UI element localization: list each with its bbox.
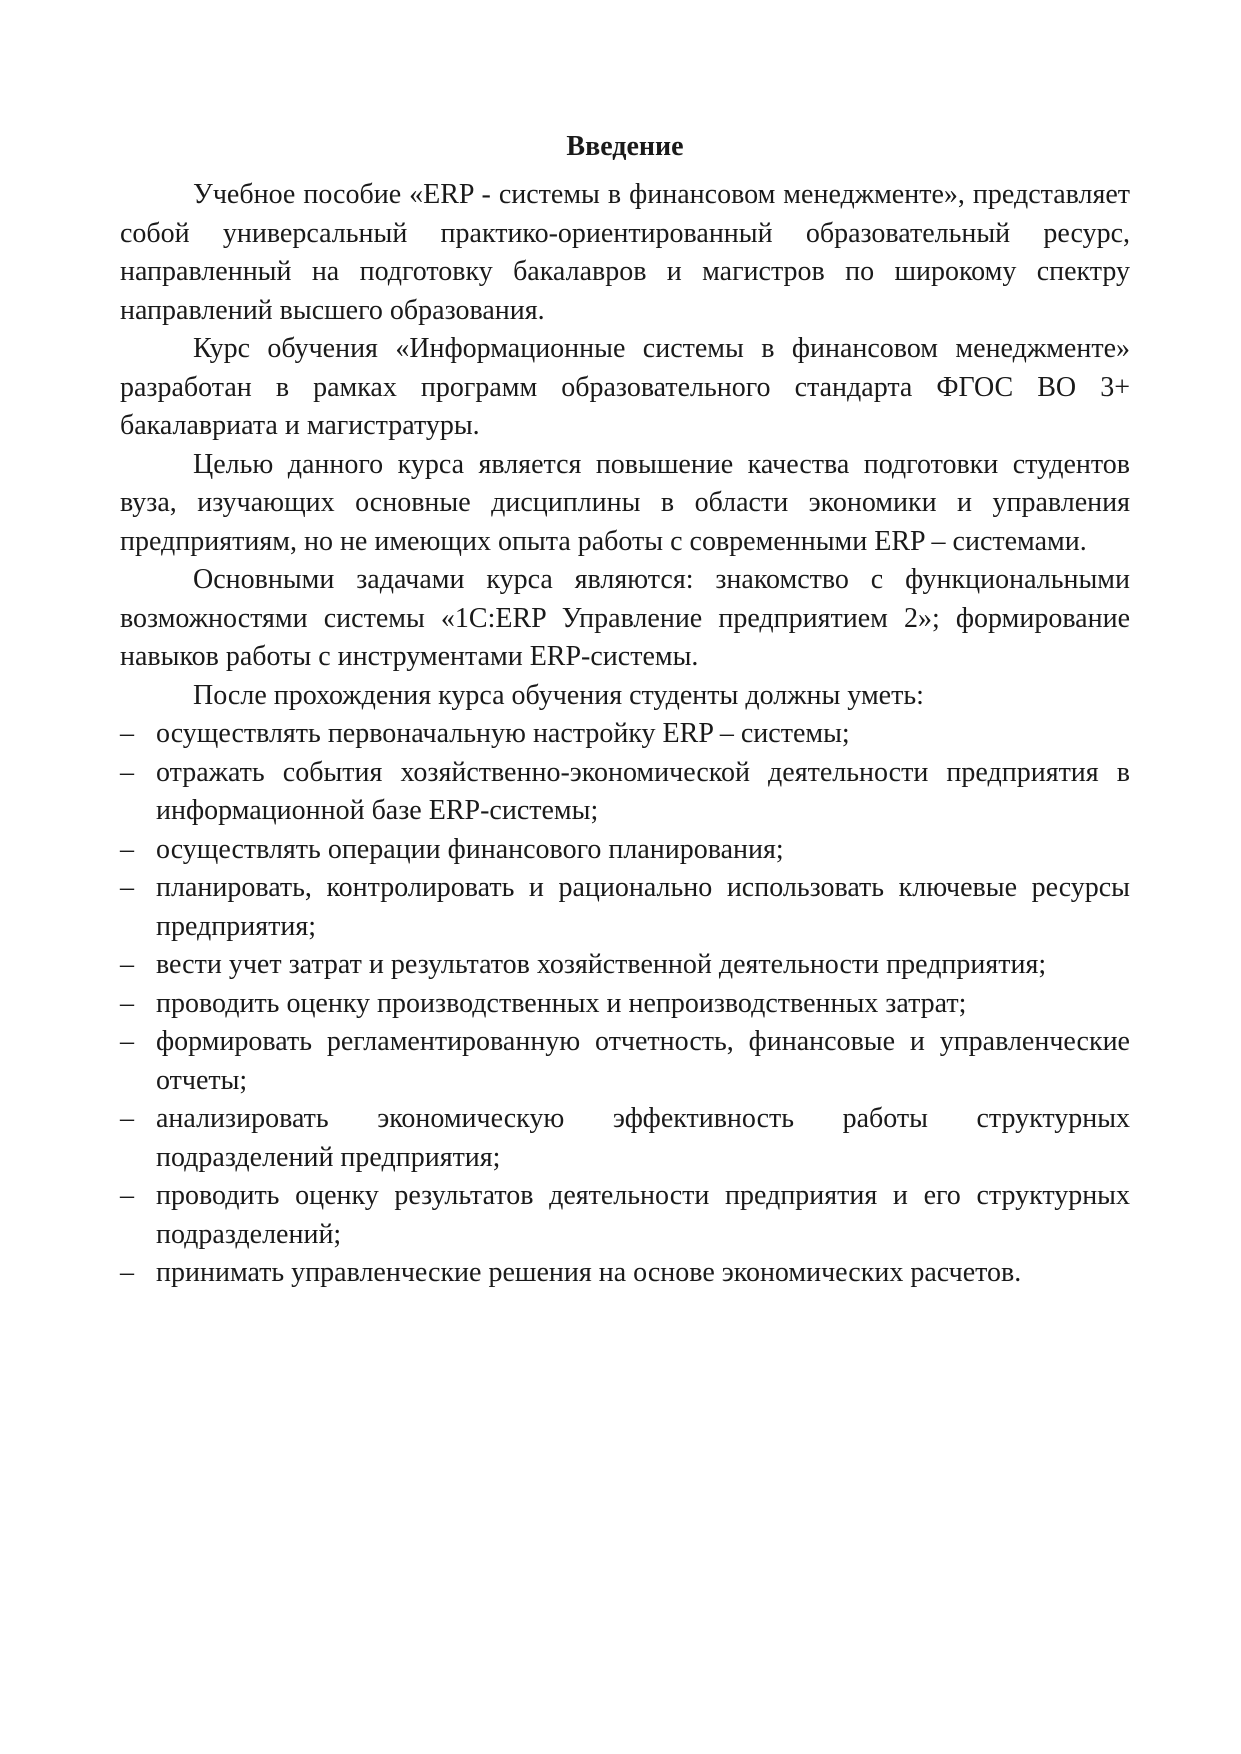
- list-item: [120, 715, 1130, 754]
- paragraph-intro: Учебное пособие «ERP - системы в финансовом менеджменте», представляет собой универсальный практико-ориентированный образовательный ресурс, направленный на подготовку бакалавров и магистров по широкому спектру направлений высшего образования.: [120, 179, 1130, 326]
- list-item-text: проводить оценку производственных и непроизводственных затрат;: [156, 987, 967, 1019]
- dash-marker: –: [120, 1257, 134, 1288]
- list-item-text: анализировать экономическую эффективность работы структурных подразделений предприятия;: [156, 1103, 1130, 1173]
- document-page: [120, 128, 1130, 1293]
- list-item-text: планировать, контролировать и рационально использовать ключевые ресурсы предприятия;: [156, 872, 1130, 942]
- list-item: [120, 946, 1130, 985]
- list-item-text: осуществлять операции финансового планирования;: [156, 833, 784, 865]
- dash-marker: –: [120, 987, 134, 1019]
- list-item-text: проводить оценку результатов деятельности предприятия и его структурных подразделений;: [156, 1180, 1130, 1250]
- skills-list: [120, 715, 1130, 1293]
- list-item: [120, 1100, 1130, 1177]
- list-item: [120, 831, 1130, 870]
- list-intro: После прохождения курса обучения студенты должны уметь:: [193, 679, 924, 711]
- list-item: [120, 869, 1130, 946]
- paragraph-goal: Целью данного курса является повышение качества подготовки студентов вуза, изучающих основные дисциплины в области экономики и управления предприятиям, но не имеющих опыта работы с современными ERP – системами.: [120, 448, 1130, 557]
- paragraph-tasks: Основными задачами курса являются: знакомство с функциональными возможностями системы «1С:ERP Управление предприятием 2»; формирование навыков работы с инструментами ERP-системы.: [120, 564, 1130, 672]
- paragraph-course: Курс обучения «Информационные системы в финансовом менеджменте» разработан в рамках программ образовательного стандарта ФГОС ВО 3+ бакалавриата и магистратуры.: [120, 333, 1130, 441]
- dash-marker: –: [120, 949, 134, 980]
- list-item-text: принимать управленческие решения на основе экономических расчетов.: [156, 1257, 1022, 1288]
- dash-marker: –: [120, 833, 134, 865]
- page-title: Введение: [566, 131, 684, 162]
- dash-marker: –: [120, 756, 134, 788]
- list-item: [120, 1023, 1130, 1100]
- dash-marker: –: [120, 1180, 134, 1211]
- dash-marker: –: [120, 1026, 134, 1057]
- list-item-text: формировать регламентированную отчетность, финансовые и управленческие отчеты;: [156, 1026, 1130, 1096]
- list-item: [120, 985, 1130, 1024]
- list-item: [120, 1177, 1130, 1254]
- list-item-text: отражать события хозяйственно-экономической деятельности предприятия в информационной базе ERP-системы;: [156, 756, 1130, 826]
- list-item-text: осуществлять первоначальную настройку ERP – системы;: [156, 718, 850, 749]
- dash-marker: –: [120, 872, 134, 903]
- list-item-text: вести учет затрат и результатов хозяйственной деятельности предприятия;: [156, 949, 1047, 980]
- dash-marker: –: [120, 718, 134, 749]
- list-item: [120, 1254, 1130, 1293]
- dash-marker: –: [120, 1103, 134, 1134]
- list-item: [120, 754, 1130, 831]
